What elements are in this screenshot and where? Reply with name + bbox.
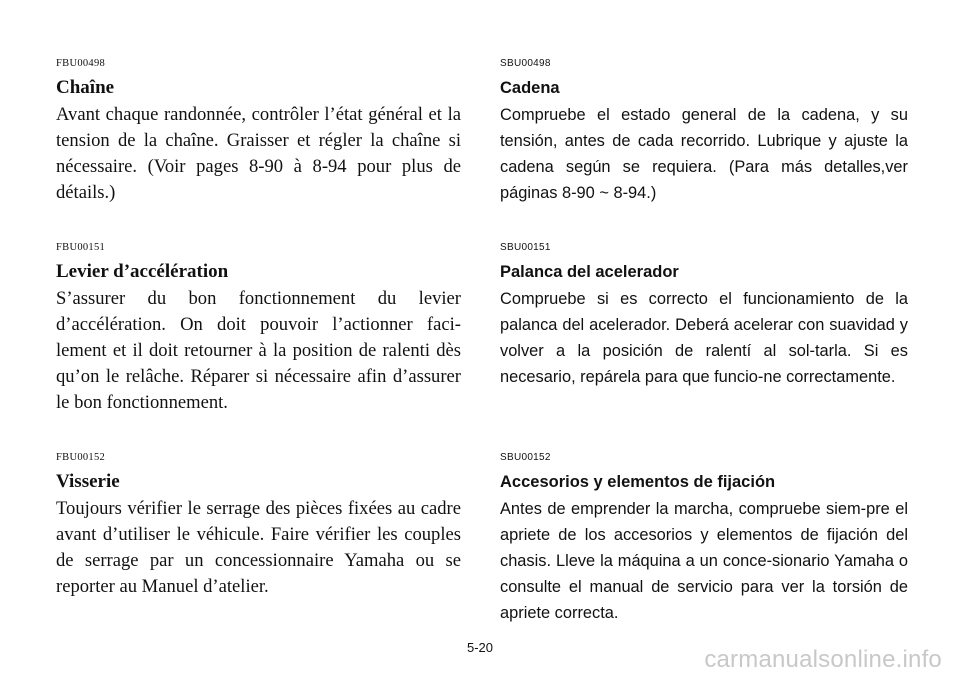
section-code: FBU00498 <box>56 58 106 69</box>
section-body: Antes de emprender la marcha, compruebe siem-pre el apriete de los accesorios y elementos de fijación del chasis. Lleve la máquina a un conce-sionario Yamaha o consulte el manual de servicio para ver la torsión de apriete correcta. <box>500 500 908 622</box>
section-cadena <box>500 54 908 206</box>
section-body: Compruebe el estado general de la cadena, y su tensión, antes de cada recorrido. Lubrique y ajuste la cadena según se requiera. (Para más detalles,ver páginas 8-90 ~ 8-94.) <box>500 106 908 202</box>
section-body: S’assurer du bon fonctionnement du levier d’accélération. On doit pouvoir l’actionner faci-lement et il doit retourner à la position de ralenti dès qu’on le relâche. Réparer si nécessaire afin d’assurer le bon fonctionnement. <box>56 288 461 413</box>
section-code: SBU00498 <box>500 58 551 69</box>
section-heading: Accesorios y elementos de fijación <box>500 473 776 491</box>
section-visserie <box>56 448 461 600</box>
section-heading: Chaîne <box>56 77 115 98</box>
section-heading: Palanca del acelerador <box>500 263 679 281</box>
section-body: Compruebe si es correcto el funcionamiento de la palanca del acelerador. Deberá acelerar con suavidad y volver a la posición de ralentí al sol-tarla. Si es necesario, repárela para que funcio-ne correctamente. <box>500 290 908 386</box>
section-heading: Cadena <box>500 79 560 97</box>
section-chaine <box>56 54 461 206</box>
section-code: SBU00152 <box>500 452 551 463</box>
section-body: Avant chaque randonnée, contrôler l’état général et la tension de la chaîne. Graisser et régler la chaîne si nécessaire. (Voir pages 8-90 à 8-94 pour plus de détails.) <box>56 104 461 203</box>
section-levier <box>56 238 461 416</box>
section-palanca <box>500 238 908 390</box>
section-accesorios <box>500 448 908 626</box>
section-heading: Visserie <box>56 471 120 492</box>
section-code: FBU00151 <box>56 242 106 253</box>
page-number: 5-20 <box>466 640 494 655</box>
watermark: carmanualsonline.info <box>704 646 942 673</box>
section-code: FBU00152 <box>56 452 106 463</box>
section-body: Toujours vérifier le serrage des pièces fixées au cadre avant d’utiliser le véhicule. Faire vérifier les couples de serrage par un concessionnaire Yamaha ou se reporter au Manuel d’atelier. <box>56 498 461 597</box>
section-heading: Levier d’accélération <box>56 261 229 282</box>
section-code: SBU00151 <box>500 242 551 253</box>
